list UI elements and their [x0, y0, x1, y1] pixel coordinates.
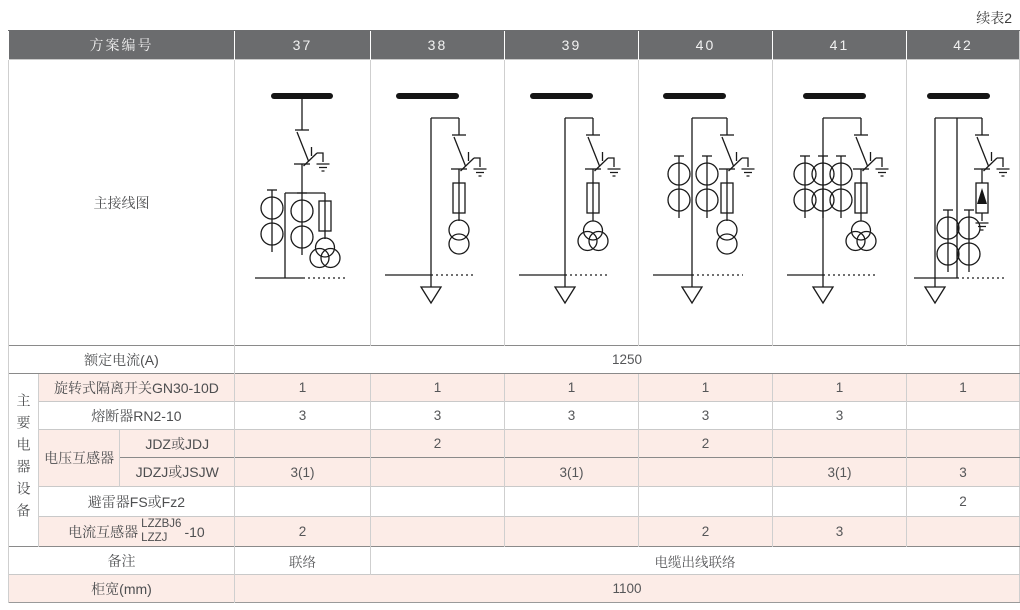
row-label-rn2: 熔断器RN2-10	[38, 402, 234, 430]
current-transformer-icon	[261, 190, 283, 252]
row-rn2	[9, 402, 1020, 430]
busbar	[530, 93, 593, 99]
busbar	[271, 93, 333, 99]
row-remarks	[9, 547, 1020, 575]
row-arrester	[9, 487, 1020, 517]
value-cell: 1	[772, 374, 906, 402]
fuse-icon	[453, 175, 465, 221]
value-cell	[906, 517, 1019, 547]
value-cell: 1	[504, 374, 638, 402]
wiring-diagram-38	[371, 60, 504, 345]
value-cell	[370, 487, 504, 517]
ct-label-suffix: -10	[184, 523, 205, 540]
voltage-transformer-icon	[937, 210, 959, 272]
value-cell: 3	[638, 402, 772, 430]
value-cell: 3(1)	[504, 458, 638, 487]
row-rated-current	[9, 346, 1020, 374]
busbar	[803, 93, 866, 99]
value-cell: 2	[370, 430, 504, 458]
value-cell: 2	[638, 430, 772, 458]
row-diagrams	[9, 60, 1020, 346]
scheme-38-header: 38	[370, 31, 504, 60]
current-transformer-icon	[291, 193, 313, 255]
current-transformer-icon	[812, 156, 834, 218]
row-jdz	[9, 430, 1020, 458]
disconnector-icon	[585, 135, 621, 176]
current-transformer-icon	[696, 156, 718, 218]
value-cell	[772, 430, 906, 458]
diagram-cell-40	[638, 60, 772, 346]
ct-type-top: LZZBJ6	[141, 518, 182, 531]
value-cell: 3(1)	[234, 458, 370, 487]
scheme-41-header: 41	[772, 31, 906, 60]
value-cell: 2	[234, 517, 370, 547]
diagram-cell-41	[772, 60, 906, 346]
ground-icon	[975, 223, 988, 230]
wiring-diagram-39	[505, 60, 638, 345]
voltage-transformer-icon	[717, 220, 737, 254]
diagram-cell-39	[504, 60, 638, 346]
rated-current-label: 额定电流(A)	[9, 346, 235, 374]
row-label-jdzj: JDZJ或JSJW	[120, 458, 235, 487]
equipment-group-label: 主要电器设备	[15, 392, 32, 525]
value-cell	[638, 487, 772, 517]
fuse-icon	[319, 193, 331, 239]
cable-outgoing-icon	[813, 287, 833, 303]
equipment-group-cell	[9, 374, 39, 547]
value-cell: 3	[906, 458, 1019, 487]
wiring-diagram-41	[773, 60, 906, 345]
wiring-diagram-42	[907, 60, 1019, 345]
fuse-icon	[587, 175, 599, 221]
cabinet-width-value: 1100	[234, 575, 1019, 603]
value-cell: 2	[638, 517, 772, 547]
disconnector-icon	[974, 135, 1010, 176]
value-cell	[504, 430, 638, 458]
value-cell	[234, 430, 370, 458]
busbar	[663, 93, 726, 99]
scheme-number-header: 方案编号	[9, 31, 235, 60]
value-cell	[370, 517, 504, 547]
row-gn30	[9, 374, 1020, 402]
remarks-37: 联络	[234, 547, 370, 575]
value-cell	[504, 517, 638, 547]
vt-group-label: 电压互感器	[38, 430, 120, 487]
row-label-gn30: 旋转式隔离开关GN30-10D	[38, 374, 234, 402]
table-continuation-label: 续表2	[976, 10, 1012, 26]
value-cell: 1	[638, 374, 772, 402]
value-cell	[906, 430, 1019, 458]
row-ct	[9, 517, 1020, 547]
scheme-37-header: 37	[234, 31, 370, 60]
current-transformer-icon	[830, 156, 852, 218]
voltage-transformer-icon	[578, 221, 608, 251]
disconnector-icon	[853, 135, 889, 176]
surge-arrester-arrow	[977, 188, 987, 204]
value-cell	[504, 487, 638, 517]
value-cell: 1	[370, 374, 504, 402]
value-cell	[906, 402, 1019, 430]
disconnector-icon	[451, 135, 487, 176]
value-cell: 3(1)	[772, 458, 906, 487]
value-cell: 1	[234, 374, 370, 402]
row-label-jdz: JDZ或JDJ	[120, 430, 235, 458]
diagram-row-label: 主接线图	[9, 60, 235, 346]
disconnector-icon	[719, 135, 755, 176]
value-cell: 1	[906, 374, 1019, 402]
remarks-label: 备注	[9, 547, 235, 575]
remarks-38-42: 电缆出线联络	[370, 547, 1019, 575]
diagram-cell-37	[234, 60, 370, 346]
cable-outgoing-icon	[682, 287, 702, 303]
cable-outgoing-icon	[421, 287, 441, 303]
row-header	[9, 31, 1020, 60]
current-transformer-icon	[668, 156, 690, 218]
voltage-transformer-icon	[449, 220, 469, 254]
scheme-40-header: 40	[638, 31, 772, 60]
value-cell: 3	[370, 402, 504, 430]
row-label-ct	[38, 517, 234, 547]
value-cell	[370, 458, 504, 487]
ct-type-fraction	[141, 518, 181, 544]
cable-outgoing-icon	[925, 287, 945, 303]
row-jdzj	[9, 458, 1020, 487]
ct-label-prefix: 电流互感器	[68, 523, 139, 540]
cable-outgoing-icon	[555, 287, 575, 303]
fuse-icon	[721, 175, 733, 221]
value-cell	[234, 487, 370, 517]
wiring-diagram-40	[639, 60, 772, 345]
value-cell: 2	[906, 487, 1019, 517]
scheme-table	[8, 30, 1020, 603]
value-cell: 3	[234, 402, 370, 430]
current-transformer-icon	[794, 156, 816, 218]
busbar	[396, 93, 459, 99]
value-cell: 3	[772, 402, 906, 430]
cabinet-width-label: 柜宽(mm)	[9, 575, 235, 603]
scheme-42-header: 42	[906, 31, 1019, 60]
diagram-cell-42	[906, 60, 1019, 346]
value-cell	[772, 487, 906, 517]
row-label-arrester: 避雷器FS或Fz2	[38, 487, 234, 517]
voltage-transformer-icon	[846, 221, 876, 251]
disconnector-icon	[294, 130, 330, 171]
value-cell	[638, 458, 772, 487]
fuse-icon	[855, 175, 867, 221]
ct-type-bottom: LZZJ	[141, 531, 168, 544]
wiring-diagram-37	[235, 60, 370, 345]
value-cell: 3	[504, 402, 638, 430]
value-cell: 3	[772, 517, 906, 547]
scheme-39-header: 39	[504, 31, 638, 60]
diagram-cell-38	[370, 60, 504, 346]
row-cabinet-width	[9, 575, 1020, 603]
voltage-transformer-icon	[958, 210, 980, 272]
rated-current-value: 1250	[234, 346, 1019, 374]
voltage-transformer-icon	[310, 238, 340, 268]
busbar	[927, 93, 990, 99]
